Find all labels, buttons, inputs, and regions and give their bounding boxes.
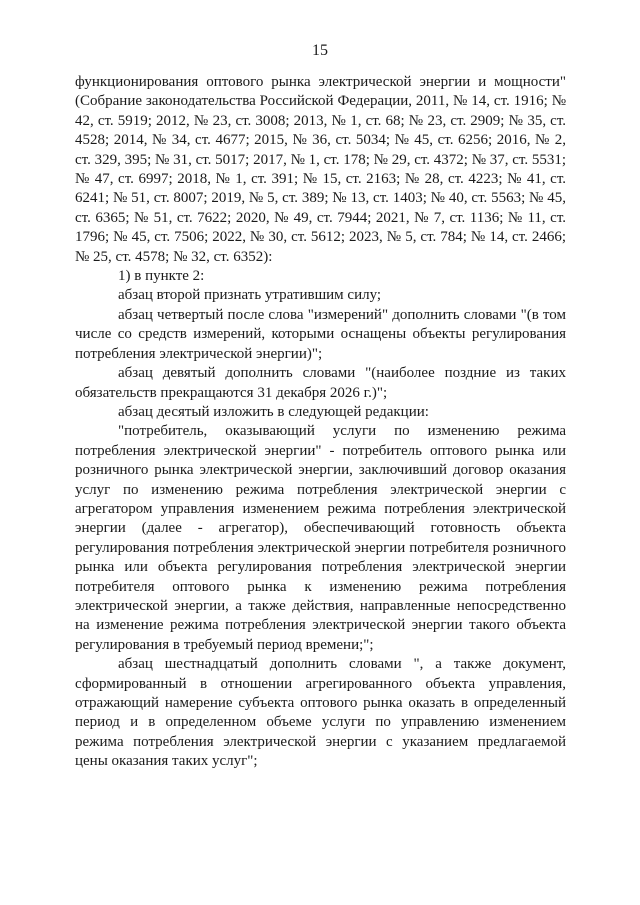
page-number: 15: [312, 42, 328, 59]
amendment-paragraph-9: абзац девятый дополнить словами "(наиболее поздние из таких обязательств прекращаются 31 декабря 2026 г.)";: [75, 365, 566, 401]
amendment-paragraph-4: абзац четвертый после слова "измерений" дополнить словами "(в том числе со средств измерений, которыми оснащены объекты регулирования потребления электрической энергии)";: [75, 306, 566, 362]
document-body: [75, 73, 566, 772]
amendment-item-point-2: 1) в пункте 2:: [118, 268, 205, 285]
amendment-paragraph-10-intro: абзац десятый изложить в следующей редакции:: [118, 403, 429, 420]
paragraph-continuation: функционирования оптового рынка электрической энергии и мощности" (Собрание законодательства Российской Федерации, 2011, № 14, ст. 1916; № 42, ст. 5919; 2012, № 23, ст. 3008; 2013, № 1, ст. 68; № 23, ст. 2909; № 35, ст. 4528; 2014, № 34, ст. 4677; 2015, № 36, ст. 5034; № 45, ст. 6256; 2016, № 2, ст. 329, 395; № 31, ст. 5017; 2017, № 1, ст. 178; № 29, ст. 4372; № 37, ст. 5531; № 47, ст. 6997; 2018, № 1, ст. 391; № 15, ст. 2163; № 28, ст. 4223; № 41, ст. 6241; № 51, ст. 8007; 2019, № 5, ст. 389; № 13, ст. 1403; № 40, ст. 5563; № 45, ст. 6365; № 51, ст. 7622; 2020, № 49, ст. 7944; 2021, № 7, ст. 1136; № 11, ст. 1796; № 45, ст. 7506; 2022, № 30, ст. 5612; 2023, № 5, ст. 784; № 14, ст. 2466; № 25, ст. 4578; № 32, ст. 6352):: [75, 74, 567, 265]
amendment-paragraph-16: абзац шестнадцатый дополнить словами ", а также документ, сформированный в отношении агрегированного объекта управления, отражающий намерение субъекта оптового рынка оказать в определенный период и в определенном объеме услуги по управлению изменением режима потребления электрической энергии с указанием предлагаемой цены оказания таких услуг";: [75, 656, 566, 770]
amendment-paragraph-10-text: "потребитель, оказывающий услуги по изменению режима потребления электрической энергии" - потребитель оптового рынка или розничного рынка электрической энергии, заключивший договор оказания услуг по изменению режима потребления электрической энергии с агрегатором управления изменением режима потребления электрической энергии (далее - агрегатор), обеспечивающий готовность объекта регулирования потребления электрической энергии потребителя розничного рынка или объекта регулирования потребления электрической энергии потребителя оптового рынка к изменению режима потребления электрической энергии, а также действия, направленные непосредственно на изменение режима потребления электрической энергии такого объекта регулирования в требуемый период времени;";: [75, 423, 566, 653]
amendment-paragraph-2: абзац второй признать утратившим силу;: [118, 287, 382, 304]
